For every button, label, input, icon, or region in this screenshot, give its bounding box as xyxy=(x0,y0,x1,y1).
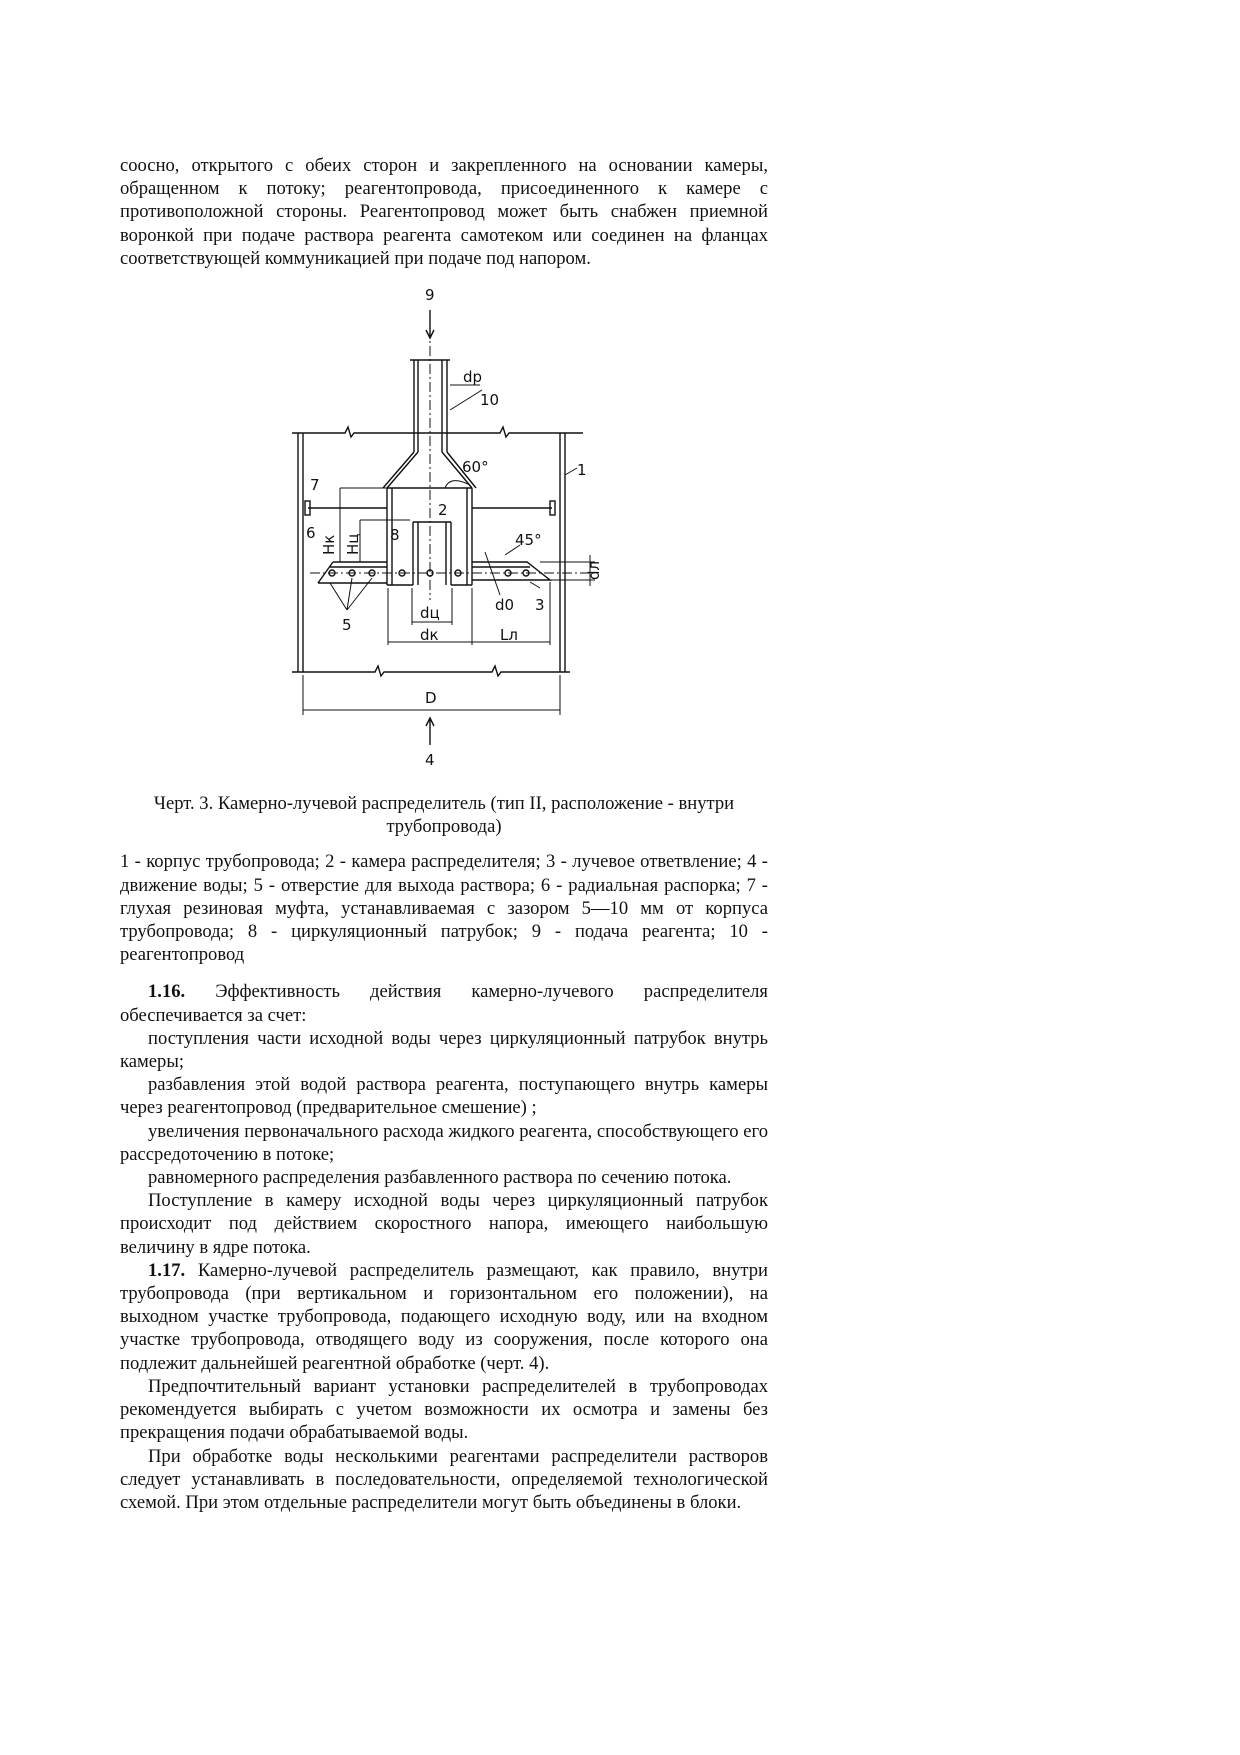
section-number: 1.16. xyxy=(148,981,186,1003)
intro-text: соосно, открытого с обеих сторон и закрепленного на основании камеры, обращенном к потоку; реагентопровода, присоединенного к камере с противоположной стороны. Реагентопровод может быть снабжен приемной воронкой при подаче раствора реагента самотеком или соединен на фланцах соответствующей коммуникацией при подаче под напором. xyxy=(120,155,768,269)
section-number: 1.17. xyxy=(148,1259,186,1281)
label-5: 5 xyxy=(342,616,352,635)
figure-legend xyxy=(120,850,768,966)
figure-caption xyxy=(120,792,768,838)
label-dk: dк xyxy=(420,626,439,645)
label-D: D xyxy=(425,689,437,708)
label-dl: dл xyxy=(585,560,603,581)
label-9: 9 xyxy=(425,286,435,305)
label-45deg: 45° xyxy=(515,531,542,550)
label-hc: Hц xyxy=(344,533,362,556)
label-hk: Hк xyxy=(320,534,338,556)
paragraph: равномерного распределения разбавленного раствора по сечению потока. xyxy=(148,1167,732,1189)
label-dc: dц xyxy=(420,604,440,623)
paragraph: Предпочтительный вариант установки распределителей в трубопроводах рекомендуется выбирать с учетом возможности их осмотра и замены без прекращения подачи обрабатываемой воды. xyxy=(120,1375,768,1444)
label-ll: Lл xyxy=(500,626,518,645)
body-text xyxy=(120,980,768,1514)
label-2: 2 xyxy=(438,501,448,520)
paragraph: При обработке воды несколькими реагентами распределители растворов следует устанавливать в последовательности, определяемой технологической схемой. При этом отдельные распределители могут быть объединены в блоки. xyxy=(120,1445,768,1513)
label-8: 8 xyxy=(390,526,400,545)
label-6: 6 xyxy=(306,524,316,543)
label-d0: d0 xyxy=(495,596,515,615)
paragraph: поступления части исходной воды через циркуляционный патрубок внутрь камеры; xyxy=(120,1027,768,1073)
label-10: 10 xyxy=(480,391,500,410)
label-3: 3 xyxy=(535,596,545,615)
distributor-drawing xyxy=(250,270,603,770)
label-1: 1 xyxy=(577,461,587,480)
label-4: 4 xyxy=(425,751,435,770)
intro-paragraph xyxy=(120,154,768,270)
paragraph: 1.17. Камерно-лучевой распределитель размещают, как правило, внутри трубопровода (при вертикальном и горизонтальном его положении), на выходном участке трубопровода, подающего исходную воду, или на входном участке трубопровода, отводящего воду из сооружения, после которого она подлежит дальнейшей реагентной обработке (черт. 4). xyxy=(120,1259,768,1374)
paragraph: увеличения первоначального расхода жидкого реагента, способствующего его рассредоточению в потоке; xyxy=(120,1120,768,1165)
label-60deg: 60° xyxy=(462,458,489,477)
label-7: 7 xyxy=(310,476,320,495)
caption-text: Черт. 3. Камерно-лучевой распределитель (тип II, расположение - внутри трубопровода) xyxy=(153,793,735,838)
paragraph: разбавления этой водой раствора реагента, поступающего внутрь камеры через реагентопровод (предварительное смешение) ; xyxy=(120,1074,768,1119)
paragraph: 1.16. Эффективность действия камерно-лучевого распределителя обеспечивается за счет: xyxy=(120,981,768,1026)
paragraph: Поступление в камеру исходной воды через циркуляционный патрубок происходит под действием скоростного напора, имеющего наибольшую величину в ядре потока. xyxy=(120,1190,768,1258)
legend-text: 1 - корпус трубопровода; 2 - камера распределителя; 3 - лучевое ответвление; 4 - движение воды; 5 - отверстие для выхода раствора; 6 - радиальная распорка; 7 - глухая резиновая муфта, устанавливаемая с зазором 5—10 мм от корпуса трубопровода; 8 - циркуляционный патрубок; 9 - подача реагента; 10 - реагентопровод xyxy=(120,851,768,966)
page-content xyxy=(120,154,768,1514)
label-dp: dр xyxy=(463,368,483,387)
center-line xyxy=(310,310,595,600)
